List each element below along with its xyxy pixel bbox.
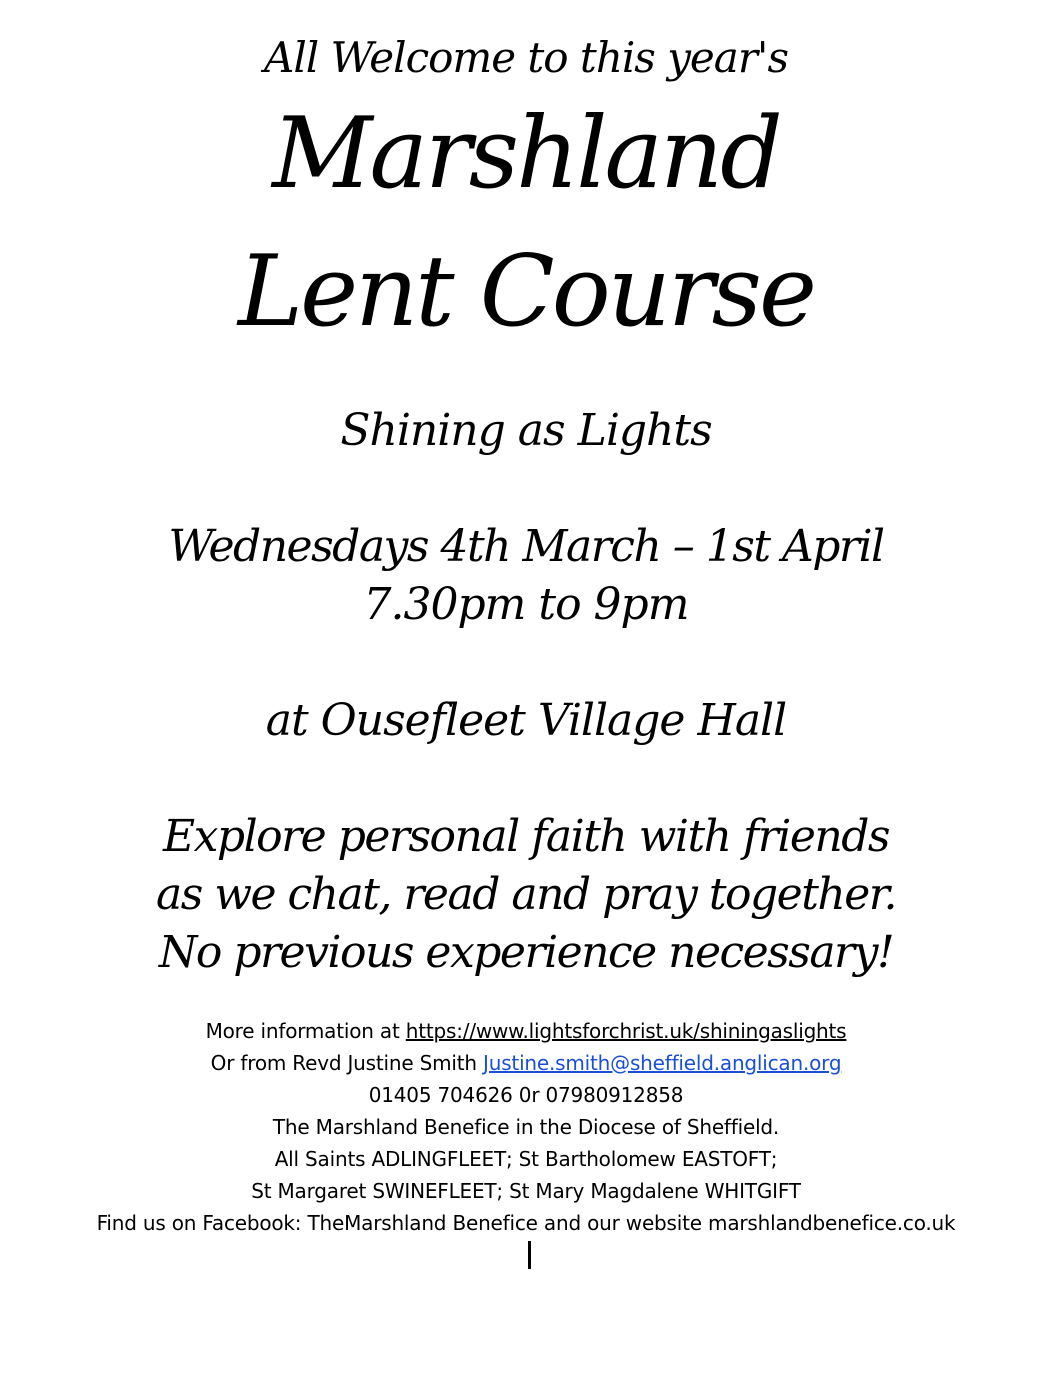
- blurb-line-1: Explore personal faith with friends: [162, 811, 889, 862]
- course-title-line-2: Lent Course: [238, 235, 814, 349]
- welcome-heading: All Welcome to this year's: [264, 33, 788, 82]
- blurb-line-3: No previous experience necessary!: [158, 927, 894, 978]
- course-title-line-1: Marshland: [272, 97, 780, 211]
- phone-numbers: 01405 704626 0r 07980912858: [368, 1083, 684, 1107]
- course-time: 7.30pm to 9pm: [363, 579, 689, 630]
- course-dates: Wednesdays 4th March – 1st April: [168, 521, 884, 572]
- course-subtitle: Shining as Lights: [340, 405, 712, 456]
- contact-line: [0, 1047, 1052, 1079]
- contact-email-link[interactable]: Justine.smith@sheffield.anglican.org: [483, 1051, 842, 1075]
- more-info-line: [0, 1015, 1052, 1047]
- benefice-line: The Marshland Benefice in the Diocese of Sheffield.: [272, 1115, 780, 1139]
- more-info-link[interactable]: https://www.lightsforchrist.uk/shiningaslights: [405, 1019, 847, 1043]
- blurb-line-2: as we chat, read and pray together.: [156, 869, 896, 920]
- course-venue: at Ousefleet Village Hall: [265, 695, 787, 746]
- more-info-prefix: More information at: [205, 1019, 406, 1043]
- text-cursor: [528, 1241, 531, 1269]
- churches-line-1: All Saints ADLINGFLEET; St Bartholomew EASTOFT;: [274, 1147, 778, 1171]
- churches-line-2: St Margaret SWINEFLEET; St Mary Magdalene WHITGIFT: [251, 1179, 801, 1203]
- contact-prefix: Or from Revd Justine Smith: [210, 1051, 484, 1075]
- find-us-line: Find us on Facebook: TheMarshland Benefice and our website marshlandbenefice.co.uk: [96, 1211, 956, 1235]
